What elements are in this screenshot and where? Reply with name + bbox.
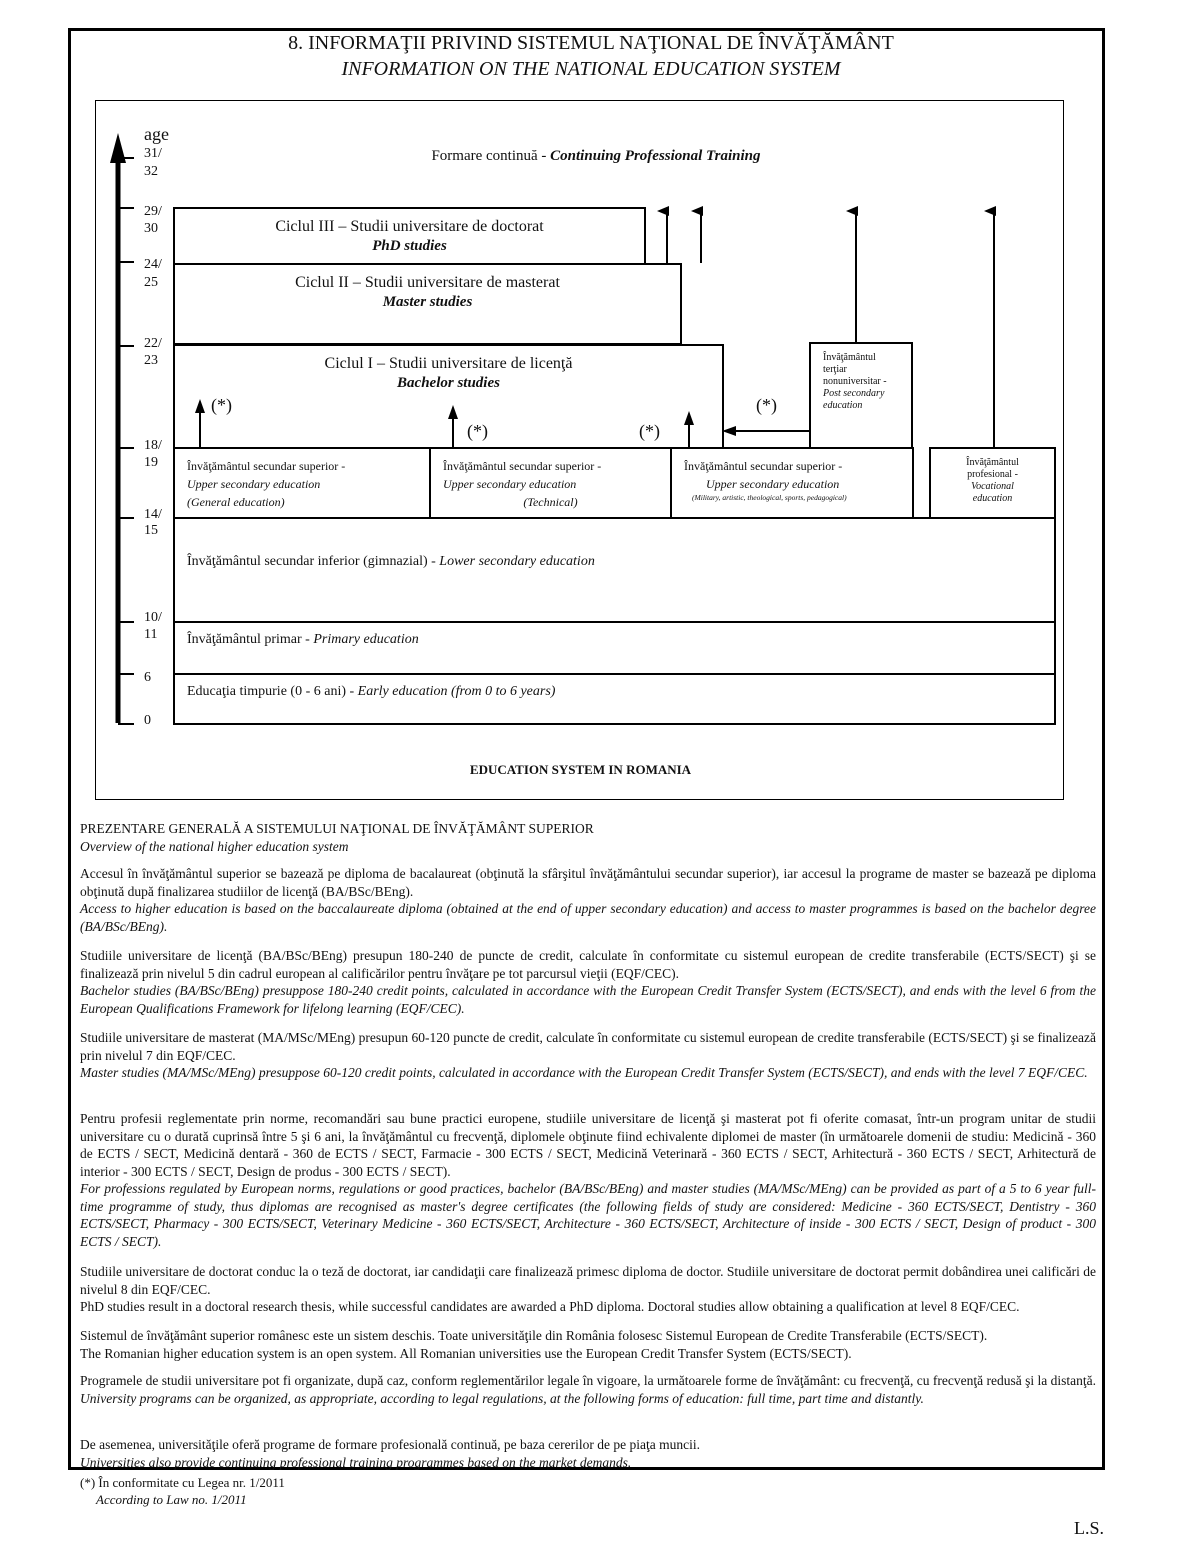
paragraph-7: Programele de studii universitare pot fi organizate, după caz, conform reglementărilor legale în vigoare, la următoarele forme de învăţământ: cu frecvenţă, cu frecvenţă redusă şi la distanţă. University programs can be organized, as appropriate, according to legal regulations, at the following forms of education: full time, part time and distantly. — [80, 1373, 1096, 1406]
upper-general-box: Învăţământul secundar superior - Upper secondary education (General education) — [173, 447, 431, 519]
vocational-box: Învăţământul profesional - Vocational education — [929, 447, 1056, 519]
ls-mark: L.S. — [1074, 1518, 1105, 1538]
star-note-4: (*) — [756, 395, 777, 415]
paragraph-8: De asemenea, universităţile oferă programe de formare profesională continuă, pe baza cererilor de pe piaţa muncii. Universities also provide continuing professional training programmes based on the market demands. — [80, 1437, 700, 1470]
lower-secondary-box: Învăţământul secundar inferior (gimnazial) - Lower secondary education — [173, 517, 1056, 623]
paragraph-3: Studiile universitare de masterat (MA/MSc/MEng) presupun 60-120 puncte de credit, calculate în conformitate cu sistemul european de credite transferabile (ECTS/SECT) şi se finalizează prin nivelul 7 din EQF/CEC. Master studies (MA/MSc/MEng) presuppose 60-120 credit points, calculated in accordance with the European Credit Transfer System (ECTS/SECT), and ends with the level 7 EQF/CEC. — [80, 1030, 1096, 1080]
bachelor-ro: Ciclul I – Studii universitare de licenţă — [324, 355, 573, 372]
phd-ro: Ciclul III – Studii universitare de doctorat — [275, 218, 544, 235]
diagram-caption: EDUCATION SYSTEM IN ROMANIA — [469, 762, 692, 777]
star-note-1: (*) — [211, 395, 232, 415]
age-axis-label: age — [144, 124, 169, 144]
continuing-training: Formare continuă - Continuing Professional Training — [431, 148, 761, 164]
age-24: 24/ — [144, 257, 162, 272]
footnote: (*) În conformitate cu Legea nr. 1/2011 According to Law no. 1/2011 — [80, 1475, 285, 1507]
paragraph-5: Studiile universitare de doctorat conduc la o teză de doctorat, iar candidaţii care finalizează primesc diploma de doctor. Studiile universitare de doctorat permit dobândirea unei calificări de nivelul 8 din EQF/CEC. PhD studies result in a doctoral research thesis, while successful candidates are awarded a PhD diploma. Doctoral studies allow obtaining a qualification at level 8 EQF/CEC. — [80, 1264, 1096, 1314]
age-22: 22/ — [144, 336, 162, 351]
primary-box: Învăţământul primar - Primary education — [173, 621, 1056, 675]
age-23: 23 — [144, 353, 158, 368]
paragraph-1: Accesul în învăţământul superior se bazează pe diploma de bacalaureat (obţinută la sfârşitul învăţământului secundar superior), iar accesul la programe de master se bazează pe diploma obţinută după finalizarea studiilor de licenţă (BA/BSc/BEng). Access to higher education is based on the baccalaureate diploma (obtained at the end of upper secondary education) and access to master programmes is based on the bachelor degree (BA/BSc/BEng). — [80, 866, 1096, 934]
title-ro: 8. INFORMAŢII PRIVIND SISTEMUL NAŢIONAL DE ÎNVĂŢĂMÂNT — [288, 32, 894, 54]
title-en: INFORMATION ON THE NATIONAL EDUCATION SYSTEM — [341, 58, 841, 80]
upper-vocational-box: Învăţământul secundar superior - Upper secondary education (Military, artistic, theological, sports, pedagogical) — [670, 447, 914, 519]
bachelor-en: Bachelor studies — [397, 375, 500, 391]
age-32: 32 — [144, 164, 158, 179]
paragraph-2: Studiile universitare de licenţă (BA/BSc/BEng) presupun 180-240 de puncte de credit, calculate în conformitate cu sistemul european de credite transferabile (ECTS/SECT) şi se finalizează prin nivelul 5 din cadrul european al calificărilor pentru învăţare pe tot parcursul vieţii (EQF/CEC). Bachelor studies (BA/BSc/BEng) presuppose 180-240 credit points, calculated in accordance with the European Credit Transfer System (ECTS/SECT), and ends with the level 6 from the European Qualifications Framework for lifelong learning (EQF/CEC). — [80, 948, 1096, 1016]
age-15: 15 — [144, 523, 158, 538]
paragraph-6: Sistemul de învăţământ superior românesc este un sistem deschis. Toate universităţile din România folosesc Sistemul European de Credite Transferabile (ECTS/SECT). The Romanian higher education system is an open system. All Romanian universities use the European Credit Transfer System (ECTS/SECT). — [80, 1328, 988, 1361]
early-box: Educaţia timpurie (0 - 6 ani) - Early education (from 0 to 6 years) — [173, 673, 1056, 725]
age-18: 18/ — [144, 438, 162, 453]
age-19: 19 — [144, 455, 158, 470]
master-ro: Ciclul II – Studii universitare de masterat — [295, 274, 560, 291]
postsecondary-box: Învăţământul terţiar nonuniversitar - Post secondary education — [809, 342, 913, 449]
age-14: 14/ — [144, 507, 162, 522]
overview-title: PREZENTARE GENERALĂ A SISTEMULUI NAŢIONAL DE ÎNVĂŢĂMÂNT SUPERIOR Overview of the national higher education system — [80, 821, 594, 854]
age-11: 11 — [144, 627, 158, 642]
star-note-3: (*) — [639, 421, 660, 441]
age-0: 0 — [144, 713, 151, 728]
paragraph-4: Pentru profesii reglementate prin norme, recomandări sau bune practici europene, studiile universitare de licenţă şi masterat pot fi oferite comasat, într-un program unitar de studii universitare cu o durată cuprinsă între 5 şi 6 ani, la învăţământul cu frecvenţă, diplomele obţinute fiind echivalente diplomei de master (în următoarele domenii de studiu: Medicină - 360 de ECTS / SECT, Medicină dentară - 360 de ECTS / SECT, Farmacie - 300 ECTS / SECT, Medicină Veterinară - 360 ECTS / SECT, Arhitectură - 360 ECTS / SECT, Arhitectură de interior - 300 ECTS / SECT, Design de produs - 300 ECTS / SECT). For professions regulated by European norms, regulations or good practices, bachelor (BA/BSc/BEng) and master studies (MA/MSc/MEng) can be provided as part of a 5 to 6 year full-time programme of study, thus diplomas are recognised as master's degree certificates (the following fields of study are considered: Medicine - 360 ECTS/SECT, Dentistry - 360 ECTS/SECT, Pharmacy - 300 ECTS/SECT, Veterinary Medicine - 360 ECTS/SECT, Architecture - 360 ECTS/SECT, Architecture of inside - 300 ECTS / SECT, Design of product - 300 ECTS / SECT). — [80, 1111, 1096, 1249]
master-en: Master studies — [382, 294, 473, 310]
star-note-2: (*) — [467, 421, 488, 441]
age-29: 29/ — [144, 204, 162, 219]
age-25: 25 — [144, 275, 158, 290]
age-10: 10/ — [144, 610, 162, 625]
upper-technical-box: Învăţământul secundar superior - Upper secondary education (Technical) — [429, 447, 672, 519]
age-6: 6 — [144, 670, 151, 685]
phd-en: PhD studies — [372, 238, 447, 254]
education-diagram — [95, 100, 1064, 800]
age-30: 30 — [144, 221, 158, 236]
age-31: 31/ — [144, 146, 162, 161]
